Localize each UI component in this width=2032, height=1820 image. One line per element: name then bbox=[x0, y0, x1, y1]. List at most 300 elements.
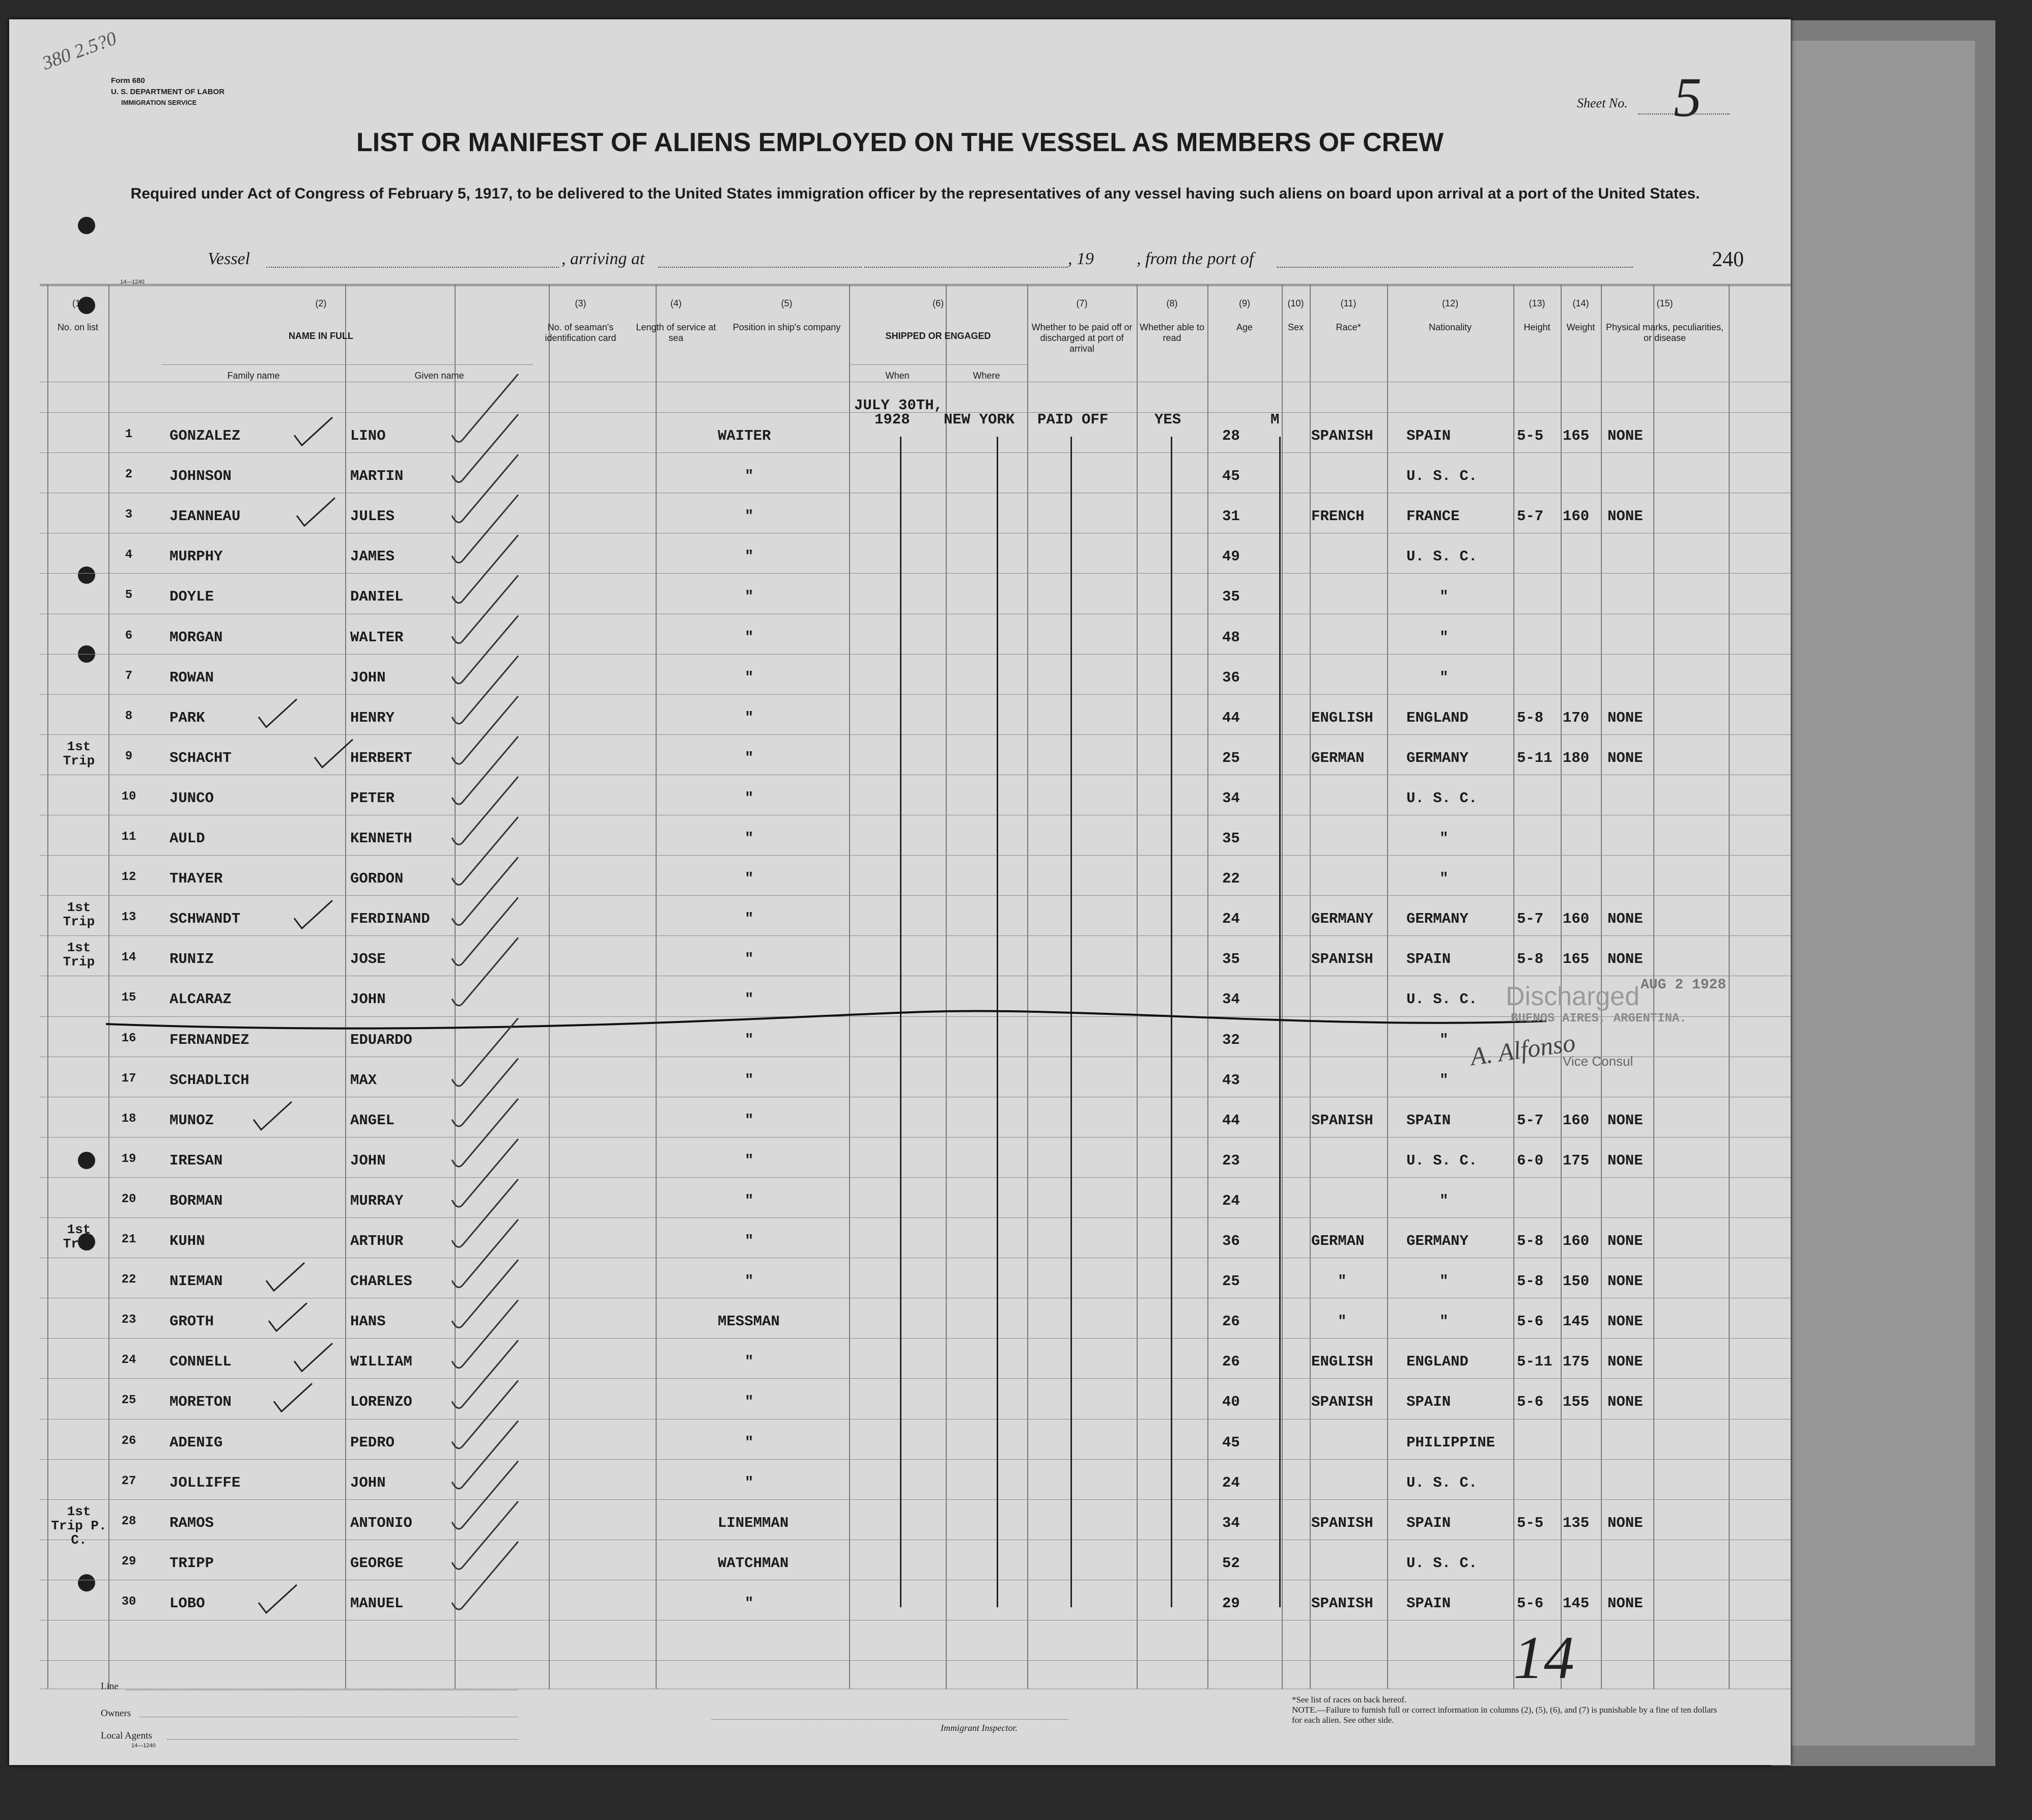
physical-marks: NONE bbox=[1607, 1313, 1643, 1330]
list-number: 24 bbox=[121, 1353, 136, 1368]
nationality: " bbox=[1440, 1192, 1449, 1209]
physical-marks: NONE bbox=[1607, 749, 1643, 766]
row-rule bbox=[40, 935, 1791, 936]
column-number: (6) bbox=[933, 298, 944, 308]
agents-blank bbox=[167, 1739, 518, 1740]
column-header: No. on list bbox=[57, 322, 99, 332]
list-number: 14 bbox=[121, 951, 136, 965]
nationality: U. S. C. bbox=[1406, 789, 1478, 807]
nationality: SPAIN bbox=[1406, 1595, 1451, 1612]
physical-marks: NONE bbox=[1607, 1112, 1643, 1129]
weight: 175 bbox=[1563, 1353, 1590, 1371]
weight: 170 bbox=[1563, 709, 1590, 726]
family-name: ROWAN bbox=[170, 669, 214, 686]
shipped-when-year: 1928 bbox=[874, 411, 910, 428]
nationality: " bbox=[1440, 830, 1449, 847]
row-rule bbox=[40, 1499, 1791, 1500]
form-number: Form 680 bbox=[111, 76, 145, 85]
column-rule bbox=[1027, 284, 1028, 1689]
race: GERMAN bbox=[1311, 1233, 1365, 1249]
ditto-line-paid bbox=[1070, 437, 1072, 1607]
given-name: WILLIAM bbox=[350, 1353, 412, 1371]
race: ENGLISH bbox=[1311, 1353, 1373, 1371]
race: SPANISH bbox=[1311, 1394, 1373, 1411]
age: 34 bbox=[1222, 789, 1240, 807]
height: 5-11 bbox=[1517, 749, 1553, 766]
position: " bbox=[745, 951, 754, 968]
list-number: 6 bbox=[125, 629, 133, 643]
position: " bbox=[745, 911, 754, 928]
family-name: NIEMAN bbox=[170, 1273, 223, 1290]
height: 5-8 bbox=[1517, 1273, 1544, 1290]
family-name: TRIPP bbox=[170, 1554, 214, 1572]
column-subheader: When bbox=[885, 371, 910, 381]
nationality: " bbox=[1440, 669, 1449, 686]
position: " bbox=[745, 749, 754, 766]
race: SPANISH bbox=[1311, 1595, 1373, 1612]
weight: 160 bbox=[1563, 1112, 1590, 1129]
weight: 160 bbox=[1563, 508, 1590, 525]
column-rule bbox=[656, 284, 657, 1689]
races-note: *See list of races on back hereof. bbox=[1292, 1695, 1407, 1704]
age: 49 bbox=[1222, 548, 1240, 565]
discharged-stamp: Discharged bbox=[1506, 982, 1640, 1011]
shipped-where: NEW YORK bbox=[944, 411, 1015, 428]
ditto-line-read bbox=[1171, 437, 1172, 1607]
position: " bbox=[745, 1353, 754, 1371]
height: 6-0 bbox=[1517, 1152, 1544, 1169]
nationality: U. S. C. bbox=[1406, 991, 1478, 1008]
column-number: (10) bbox=[1287, 298, 1304, 308]
name-subheader-rule bbox=[162, 364, 533, 365]
column-header: Age bbox=[1236, 322, 1253, 332]
column-number: (15) bbox=[1656, 298, 1673, 308]
race: " bbox=[1338, 1313, 1347, 1330]
family-name: RAMOS bbox=[170, 1514, 214, 1531]
row-rule bbox=[40, 1338, 1791, 1339]
list-number: 25 bbox=[121, 1394, 136, 1408]
position: WAITER bbox=[718, 428, 771, 444]
family-name: MUNOZ bbox=[170, 1112, 214, 1129]
agents-label: Local Agents bbox=[101, 1730, 152, 1741]
given-name: GORDON bbox=[350, 870, 404, 888]
row-rule bbox=[40, 1137, 1791, 1138]
row-rule bbox=[40, 895, 1791, 896]
list-number: 16 bbox=[121, 1031, 136, 1045]
family-name: LOBO bbox=[170, 1595, 205, 1612]
column-number: (3) bbox=[575, 298, 586, 308]
physical-marks: NONE bbox=[1607, 508, 1643, 525]
footer-print-code: 14—1240 bbox=[131, 1743, 156, 1749]
family-name: JUNCO bbox=[170, 789, 214, 807]
print-code: 14—1240 bbox=[120, 279, 145, 285]
manifest-sheet bbox=[9, 19, 1791, 1765]
column-rule bbox=[1282, 284, 1283, 1689]
position: " bbox=[745, 1273, 754, 1290]
physical-marks: NONE bbox=[1607, 1514, 1643, 1531]
position: " bbox=[745, 1031, 754, 1048]
nationality: SPAIN bbox=[1406, 428, 1451, 444]
trip-note: 1st Trip bbox=[63, 1222, 95, 1252]
weight: 145 bbox=[1563, 1313, 1590, 1330]
given-name: JOSE bbox=[350, 951, 386, 968]
inspector-signature-blank bbox=[712, 1719, 1068, 1720]
list-number: 10 bbox=[121, 789, 136, 804]
list-number: 5 bbox=[125, 588, 133, 603]
column-header: SHIPPED OR ENGAGED bbox=[885, 331, 991, 341]
given-name: JOHN bbox=[350, 991, 386, 1008]
column-number: (11) bbox=[1340, 298, 1357, 308]
nationality: U. S. C. bbox=[1406, 1474, 1478, 1491]
nationality: " bbox=[1440, 870, 1449, 888]
position: " bbox=[745, 588, 754, 606]
height: 5-5 bbox=[1517, 1514, 1544, 1531]
nationality: " bbox=[1440, 629, 1449, 646]
sex-value: M bbox=[1271, 411, 1280, 428]
given-name: HENRY bbox=[350, 709, 395, 726]
given-name: ANGEL bbox=[350, 1112, 395, 1129]
position: " bbox=[745, 468, 754, 485]
given-name: MURRAY bbox=[350, 1192, 404, 1209]
consul-title: Vice Consul bbox=[1563, 1054, 1633, 1069]
nationality: FRANCE bbox=[1406, 508, 1460, 525]
list-number: 27 bbox=[121, 1474, 136, 1488]
family-name: GROTH bbox=[170, 1313, 214, 1330]
nationality: SPAIN bbox=[1406, 1514, 1451, 1531]
column-rule bbox=[1310, 284, 1311, 1689]
family-name: RUNIZ bbox=[170, 951, 214, 968]
family-name: FERNANDEZ bbox=[170, 1031, 249, 1048]
physical-marks: NONE bbox=[1607, 1353, 1643, 1371]
form-service: IMMIGRATION SERVICE bbox=[121, 99, 197, 106]
list-number: 2 bbox=[125, 468, 133, 482]
height: 5-6 bbox=[1517, 1313, 1544, 1330]
column-header: Whether able to read bbox=[1139, 322, 1205, 343]
discharged-place: BUENOS AIRES, ARGENTINA. bbox=[1511, 1012, 1687, 1026]
position: " bbox=[745, 1112, 754, 1129]
column-rule bbox=[455, 284, 456, 1689]
age: 52 bbox=[1222, 1554, 1240, 1572]
nationality: GERMANY bbox=[1406, 911, 1469, 928]
race: ENGLISH bbox=[1311, 709, 1373, 726]
given-name: EDUARDO bbox=[350, 1031, 412, 1048]
column-rule bbox=[946, 284, 947, 1689]
race: SPANISH bbox=[1311, 1112, 1373, 1129]
nationality: SPAIN bbox=[1406, 1112, 1451, 1129]
physical-marks: NONE bbox=[1607, 911, 1643, 928]
height: 5-6 bbox=[1517, 1394, 1544, 1411]
physical-marks: NONE bbox=[1607, 951, 1643, 968]
column-header: Sex bbox=[1287, 322, 1304, 332]
column-number: (1) bbox=[72, 298, 83, 308]
family-name: KUHN bbox=[170, 1233, 205, 1249]
row-rule bbox=[40, 694, 1791, 695]
family-name: ADENIG bbox=[170, 1434, 223, 1451]
handwritten-total: 14 bbox=[1513, 1624, 1574, 1691]
age: 40 bbox=[1222, 1394, 1240, 1411]
given-name: PEDRO bbox=[350, 1434, 395, 1451]
weight: 155 bbox=[1563, 1394, 1590, 1411]
list-number: 11 bbox=[121, 830, 136, 844]
age: 24 bbox=[1222, 1474, 1240, 1491]
age: 28 bbox=[1222, 428, 1240, 444]
age: 45 bbox=[1222, 468, 1240, 485]
column-number: (13) bbox=[1529, 298, 1545, 308]
column-header: No. of seaman's identification card bbox=[545, 322, 616, 343]
list-number: 18 bbox=[121, 1112, 136, 1126]
column-number: (8) bbox=[1166, 298, 1178, 308]
position: WATCHMAN bbox=[718, 1554, 789, 1572]
position: " bbox=[745, 629, 754, 646]
shipped-subheader-rule bbox=[849, 364, 1027, 365]
race: GERMANY bbox=[1311, 911, 1373, 928]
age: 26 bbox=[1222, 1313, 1240, 1330]
family-name: ALCARAZ bbox=[170, 991, 232, 1008]
row-rule bbox=[40, 1378, 1791, 1379]
list-number: 30 bbox=[121, 1595, 136, 1609]
given-name: JAMES bbox=[350, 548, 395, 565]
physical-marks: NONE bbox=[1607, 1595, 1643, 1612]
age: 45 bbox=[1222, 1434, 1240, 1451]
manifest-subtitle: Required under Act of Congress of February 5, 1917, to be delivered to the United States immigration officer by the representatives of any vessel having such aliens on board upon arrival at a port of the United States. bbox=[130, 185, 1700, 202]
weight: 165 bbox=[1563, 428, 1590, 444]
age: 44 bbox=[1222, 709, 1240, 726]
column-number: (12) bbox=[1442, 298, 1458, 308]
family-name: SCHACHT bbox=[170, 749, 232, 766]
from-port-label: , from the port of bbox=[1137, 249, 1254, 268]
age: 35 bbox=[1222, 830, 1240, 847]
list-number: 12 bbox=[121, 870, 136, 885]
list-number: 29 bbox=[121, 1554, 136, 1569]
column-header: Whether to be paid off or discharged at port of arrival bbox=[1031, 322, 1133, 354]
column-subheader: Family name bbox=[227, 371, 280, 381]
family-name: IRESAN bbox=[170, 1152, 223, 1169]
weight: 180 bbox=[1563, 749, 1590, 766]
list-number: 22 bbox=[121, 1273, 136, 1287]
given-name: HANS bbox=[350, 1313, 386, 1330]
nationality: PHILIPPINE bbox=[1406, 1434, 1495, 1451]
trip-note: 1st Trip P. C. bbox=[51, 1503, 107, 1548]
given-name: ARTHUR bbox=[350, 1233, 404, 1249]
row-rule bbox=[40, 734, 1791, 735]
family-name: JOLLIFFE bbox=[170, 1474, 241, 1491]
physical-marks: NONE bbox=[1607, 1273, 1643, 1290]
given-name: LINO bbox=[350, 428, 386, 444]
discharged-date: AUG 2 1928 bbox=[1641, 977, 1727, 993]
column-header: Height bbox=[1523, 322, 1550, 332]
nationality: SPAIN bbox=[1406, 951, 1451, 968]
column-header: Physical marks, peculiarities, or disease bbox=[1605, 322, 1724, 343]
weight: 150 bbox=[1563, 1273, 1590, 1290]
age: 25 bbox=[1222, 1273, 1240, 1290]
age: 26 bbox=[1222, 1353, 1240, 1371]
race: SPANISH bbox=[1311, 428, 1373, 444]
family-name: SCHWANDT bbox=[170, 911, 241, 928]
physical-marks: NONE bbox=[1607, 1233, 1643, 1249]
stamp-number: 240 bbox=[1712, 248, 1744, 271]
given-name: DANIEL bbox=[350, 588, 404, 606]
given-name: PETER bbox=[350, 789, 395, 807]
age: 44 bbox=[1222, 1112, 1240, 1129]
given-name: MARTIN bbox=[350, 468, 404, 485]
position: " bbox=[745, 508, 754, 525]
race: GERMAN bbox=[1311, 749, 1365, 766]
pencil-margin-note: 380 2.5?0 bbox=[39, 27, 120, 74]
position: " bbox=[745, 1474, 754, 1491]
position: MESSMAN bbox=[718, 1313, 780, 1330]
column-number: (7) bbox=[1076, 298, 1088, 308]
nationality: " bbox=[1440, 1031, 1449, 1048]
trip-note: 1st Trip bbox=[63, 738, 95, 769]
position: " bbox=[745, 548, 754, 565]
owners-label: Owners bbox=[101, 1708, 131, 1719]
list-number: 17 bbox=[121, 1071, 136, 1086]
back-sheet-inner bbox=[1792, 41, 1975, 1746]
age: 24 bbox=[1222, 911, 1240, 928]
ditto-line-sex bbox=[1279, 437, 1281, 1607]
ditto-line-where bbox=[997, 437, 998, 1607]
family-name: MORETON bbox=[170, 1394, 232, 1411]
family-name: THAYER bbox=[170, 870, 223, 888]
weight: 160 bbox=[1563, 911, 1590, 928]
age: 31 bbox=[1222, 508, 1240, 525]
nationality: SPAIN bbox=[1406, 1394, 1451, 1411]
list-number: 7 bbox=[125, 669, 133, 683]
given-name: JOHN bbox=[350, 1474, 386, 1491]
race: FRENCH bbox=[1311, 508, 1365, 525]
age: 25 bbox=[1222, 749, 1240, 766]
height: 5-7 bbox=[1517, 508, 1544, 525]
trip-note: 1st Trip bbox=[63, 900, 95, 930]
height: 5-7 bbox=[1517, 911, 1544, 928]
list-number: 15 bbox=[121, 991, 136, 1005]
list-number: 4 bbox=[125, 548, 133, 562]
given-name: JOHN bbox=[350, 1152, 386, 1169]
column-number: (2) bbox=[315, 298, 327, 308]
position: " bbox=[745, 1595, 754, 1612]
list-number: 8 bbox=[125, 709, 133, 723]
column-number: (5) bbox=[781, 298, 793, 308]
sheet-number: 5 bbox=[1674, 66, 1702, 128]
age: 22 bbox=[1222, 870, 1240, 888]
list-number: 3 bbox=[125, 508, 133, 522]
age: 23 bbox=[1222, 1152, 1240, 1169]
race: " bbox=[1338, 1273, 1347, 1290]
list-number: 21 bbox=[121, 1233, 136, 1246]
weight: 160 bbox=[1563, 1233, 1590, 1249]
nationality: " bbox=[1440, 1273, 1449, 1290]
race: SPANISH bbox=[1311, 1514, 1373, 1531]
physical-marks: NONE bbox=[1607, 1152, 1643, 1169]
column-header: Position in ship's company bbox=[732, 322, 841, 332]
nationality: U. S. C. bbox=[1406, 548, 1478, 565]
row-rule bbox=[40, 654, 1791, 655]
column-rule bbox=[549, 284, 550, 1689]
weight: 175 bbox=[1563, 1152, 1590, 1169]
age: 24 bbox=[1222, 1192, 1240, 1209]
column-header: Length of service at sea bbox=[636, 322, 716, 343]
list-number: 9 bbox=[125, 749, 133, 763]
row-rule bbox=[40, 452, 1791, 453]
position: " bbox=[745, 1152, 754, 1169]
row-rule bbox=[40, 573, 1791, 574]
weight: 135 bbox=[1563, 1514, 1590, 1531]
table-top-border bbox=[40, 284, 1791, 286]
nationality: " bbox=[1440, 588, 1449, 606]
row-rule bbox=[40, 855, 1791, 856]
column-rule bbox=[849, 284, 850, 1689]
list-number: 23 bbox=[121, 1313, 136, 1327]
trip-note: 1st Trip bbox=[63, 940, 95, 970]
column-rule bbox=[1207, 284, 1208, 1689]
given-name: MANUEL bbox=[350, 1595, 404, 1612]
age: 35 bbox=[1222, 951, 1240, 968]
given-name: CHARLES bbox=[350, 1273, 412, 1290]
column-header: Weight bbox=[1566, 322, 1595, 332]
column-subheader: Given name bbox=[414, 371, 464, 381]
position: " bbox=[745, 991, 754, 1008]
year-label: , 19 bbox=[1068, 249, 1094, 268]
height: 5-11 bbox=[1517, 1353, 1553, 1371]
position: " bbox=[745, 870, 754, 888]
consul-signature: A. Alfonso bbox=[1469, 1028, 1577, 1071]
position: " bbox=[745, 1192, 754, 1209]
family-name: BORMAN bbox=[170, 1192, 223, 1209]
age: 32 bbox=[1222, 1031, 1240, 1048]
vessel-label: Vessel bbox=[208, 249, 250, 268]
family-name: CONNELL bbox=[170, 1353, 232, 1371]
position: " bbox=[745, 1394, 754, 1411]
age: 36 bbox=[1222, 669, 1240, 686]
arriving-label: , arriving at bbox=[561, 249, 645, 268]
column-subheader: Where bbox=[973, 371, 1000, 381]
given-name: FERDINAND bbox=[350, 911, 430, 928]
nationality: GERMANY bbox=[1406, 749, 1469, 766]
given-name: WALTER bbox=[350, 629, 404, 646]
list-number: 28 bbox=[121, 1514, 136, 1528]
position: LINEMMAN bbox=[718, 1514, 789, 1531]
height: 5-6 bbox=[1517, 1595, 1544, 1612]
list-number: 1 bbox=[125, 428, 133, 441]
family-name: AULD bbox=[170, 830, 205, 847]
row-rule bbox=[40, 1177, 1791, 1178]
column-header: Race* bbox=[1336, 322, 1361, 332]
given-name: MAX bbox=[350, 1071, 377, 1089]
given-name: KENNETH bbox=[350, 830, 412, 847]
column-rule bbox=[1137, 284, 1138, 1689]
shipped-when: JULY 30TH, bbox=[854, 397, 943, 414]
column-number: (4) bbox=[670, 298, 682, 308]
list-number: 26 bbox=[121, 1434, 136, 1448]
given-name: ANTONIO bbox=[350, 1514, 412, 1531]
position: " bbox=[745, 1071, 754, 1089]
column-header: NAME IN FULL bbox=[289, 331, 353, 341]
list-number: 20 bbox=[121, 1192, 136, 1206]
position: " bbox=[745, 1233, 754, 1249]
age: 29 bbox=[1222, 1595, 1240, 1612]
position: " bbox=[745, 709, 754, 726]
column-rule bbox=[345, 284, 346, 1689]
list-number: 19 bbox=[121, 1152, 136, 1166]
family-name: PARK bbox=[170, 709, 205, 726]
position: " bbox=[745, 830, 754, 847]
age: 35 bbox=[1222, 588, 1240, 606]
family-name: SCHADLICH bbox=[170, 1071, 249, 1089]
given-name: JOHN bbox=[350, 669, 386, 686]
age: 34 bbox=[1222, 1514, 1240, 1531]
form-department: U. S. DEPARTMENT OF LABOR bbox=[111, 88, 225, 96]
column-rule bbox=[47, 284, 48, 1689]
